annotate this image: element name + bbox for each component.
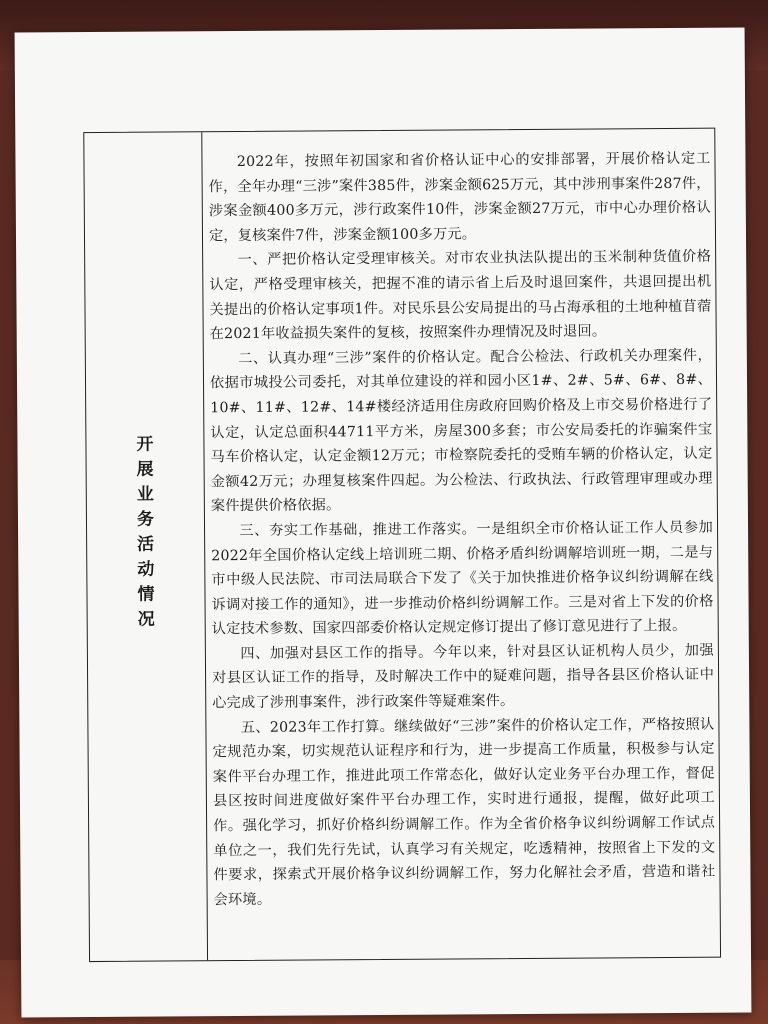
paragraph-item-4: 四、加强对县区工作的指导。今年以来，针对县区认证机构人员少，加强对县区认证工作的指导，及时解决工作中的疑难问题，指导各县区价格认证中心完成了涉刑事案件，涉行政案件等疑难案件。: [212, 642, 715, 712]
paragraph-item-2: 二、认真办理“三涉”案件的价格认定。配合公检法、行政机关办理案件，依据市城投公司委托，对其单位建设的祥和园小区1#、2#、5#、6#、8#、10#、11#、12#、14#楼经济适用住房政府回购价格及上市交易价格进行了认定，认定总面积44711平方米，房屋300多套；市公安局委托的诈骗案件宝马车价格认定，认定金额12万元；市检察院委托的受贿车辆的价格认定，认定金额42万元；办理复核案件四起。为公检法、行政执法、行政管理审理或办理案件提供价格依据。: [209, 347, 713, 515]
form-table: [83, 128, 721, 962]
paragraph-item-1: 一、严把价格认定受理审核关。对市农业执法队提出的玉米制种货值价格认定，严格受理审核关，把握不准的请示省上后及时退回案件，共退回提出机关提出的价格认定事项1件。对民乐县公安局提出的马占海承租的土地种植苜蓿在2021年收益损失案件的复核，按照案件办理情况及时退回。: [209, 249, 712, 343]
paragraph-item-5: 五、2023年工作打算。继续做好“三涉”案件的价格认定工作，严格按照认定规范办案，切实规范认证程序和行为，进一步提高工作质量，积极参与认定案件平台办理工作，推进此项工作常态化，做好认定业务平台办理工作，督促县区按时间进度做好案件平台办理工作，实时进行通报，提醒，做好此项工作。强化学习，抓好价格纠纷调解工作。作为全省价格争议纠纷调解工作试点单位之一，我们先行先试，认真学习有关规定，吃透精神，按照省上下发的文件要求，探索式开展价格争议纠纷调解工作，努力化解社会矛盾，营造和谐社会环境。: [212, 716, 716, 909]
paper-sheet: [15, 27, 752, 1017]
content-cell: [208, 147, 716, 950]
section-label: 开展业务活动情况: [136, 434, 155, 630]
paragraph-summary: 2022年，按照年初国家和省价格认证中心的安排部署，开展价格认定工作，全年办理“三涉”案件385件，涉案金额625万元，其中涉刑事案件287件，涉案金额400多万元，涉行政案件10件，涉案金额27万元，市中心办理价格认定，复核案件7件，涉案金额100多万元。: [208, 150, 711, 244]
paragraph-item-3: 三、夯实工作基础，推进工作落实。一是组织全市价格认证工作人员参加2022年全国价格认定线上培训班二期、价格矛盾纠纷调解培训班一期，二是与市中级人民法院、市司法局联合下发了《关于加快推进价格争议纠纷调解在线诉调对接工作的通知》，进一步推动价格纠纷调解工作。三是对省上下发的价格认定技术参数、国家四部委价格认定规定修订提出了修订意见进行了上报。: [211, 519, 714, 638]
label-column: [84, 132, 208, 961]
